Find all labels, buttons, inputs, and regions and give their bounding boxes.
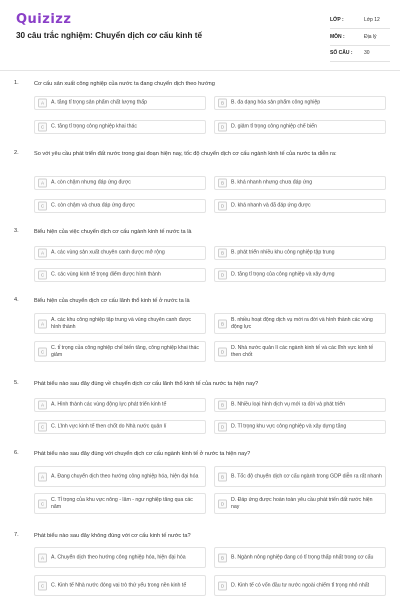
option-text: D. Tỉ trọng khu vực công nghiệp và xây dựng tăng — [231, 423, 347, 430]
option-letter: C — [38, 423, 47, 432]
question-number: 6. — [14, 450, 19, 456]
question-text: Cơ cấu sản xuất công nghiệp của nước ta đang chuyển dịch theo hướng — [34, 81, 215, 87]
option-letter: B — [218, 99, 227, 108]
answer-option-a[interactable] — [34, 246, 206, 260]
question-number: 5. — [14, 380, 19, 386]
option-letter: C — [38, 499, 47, 508]
header-divider — [0, 70, 400, 71]
answer-option-c[interactable] — [34, 341, 206, 362]
option-letter: B — [218, 179, 227, 188]
option-letter: A — [38, 401, 47, 410]
meta-value: Lớp 12 — [364, 17, 380, 23]
option-letter: D — [218, 271, 227, 280]
question-text: Phát biểu nào sau đây không đúng với cơ cấu kinh tế nước ta? — [34, 533, 191, 539]
answer-option-b[interactable] — [214, 547, 386, 568]
option-text: D. tăng tỉ trọng của công nghiệp và xây dựng — [231, 271, 335, 278]
question-text: So với yêu cầu phát triển đất nước trong giai đoạn hiện nay, tốc độ chuyển dịch cơ cấu ngành kinh tế của nước ta diễn ra: — [34, 151, 337, 157]
option-letter: D — [218, 347, 227, 356]
option-text: C. tăng tỉ trọng công nghiệp khai thác — [51, 123, 137, 130]
option-text: B. phát triển nhiều khu công nghiệp tập trung — [231, 249, 335, 256]
option-letter: D — [218, 202, 227, 211]
option-letter: A — [38, 472, 47, 481]
answer-option-a[interactable] — [34, 398, 206, 412]
question-number: 4. — [14, 297, 19, 303]
option-text: B. đa dạng hóa sản phẩm công nghiệp — [231, 99, 321, 106]
option-text: A. tăng tỉ trọng sản phẩm chất lượng thấp — [51, 99, 147, 106]
answer-option-a[interactable] — [34, 176, 206, 190]
answer-option-c[interactable] — [34, 120, 206, 134]
option-text: A. còn chậm nhưng đáp ứng được — [51, 179, 131, 186]
answer-option-b[interactable] — [214, 398, 386, 412]
option-letter: C — [38, 202, 47, 211]
meta-value: Địa lý — [364, 33, 377, 40]
option-letter: A — [38, 99, 47, 108]
worksheet-header — [0, 0, 400, 70]
option-text: B. Tốc độ chuyển dịch cơ cấu ngành trong GDP diễn ra rất nhanh — [231, 473, 382, 479]
question-text: Phát biểu nào sau đây đúng với chuyển dịch cơ cấu ngành kinh tế ở nước ta hiện nay? — [34, 451, 251, 457]
option-text: D. khá nhanh và đã đáp ứng được — [231, 202, 311, 209]
answer-option-d[interactable] — [214, 420, 386, 434]
answer-option-b[interactable] — [214, 96, 386, 110]
option-letter: C — [38, 123, 47, 132]
question-text: Biểu hiện của chuyển dịch cơ cấu lãnh thổ kinh tế ở nước ta là — [34, 298, 190, 304]
meta-row-class — [330, 14, 390, 29]
option-text: A. Đang chuyển dịch theo hướng công nghiệp hóa, hiện đại hóa — [51, 473, 199, 479]
answer-option-d[interactable] — [214, 268, 386, 282]
meta-label: SỐ CÂU : — [330, 50, 353, 56]
option-letter: C — [38, 271, 47, 280]
option-text: A. các vùng sản xuất chuyên canh được mở rộng — [51, 249, 165, 256]
option-letter: B — [218, 472, 227, 481]
answer-option-d[interactable] — [214, 493, 386, 514]
answer-option-c[interactable] — [34, 493, 206, 514]
option-text: B. khá nhanh nhưng chưa đáp ứng — [231, 179, 313, 186]
answer-option-c[interactable] — [34, 420, 206, 434]
answer-option-d[interactable] — [214, 120, 386, 134]
option-text: C. Tỉ trọng của khu vực nông - lâm - ngư nghiệp tăng qua các năm — [51, 496, 193, 510]
answer-option-a[interactable] — [34, 547, 206, 568]
worksheet-title: 30 câu trắc nghiệm: Chuyển dịch cơ cấu kinh tế — [16, 31, 202, 40]
option-letter: D — [218, 499, 227, 508]
option-text: C. Kinh tế Nhà nước đóng vai trò thứ yếu trong nền kinh tế — [51, 582, 187, 588]
answer-option-c[interactable] — [34, 575, 206, 596]
answer-option-b[interactable] — [214, 313, 386, 334]
option-text: D. Nhà nước quản lí các ngành kinh tế và các lĩnh vực kinh tế then chốt — [231, 344, 374, 358]
answer-option-d[interactable] — [214, 575, 386, 596]
answer-option-a[interactable] — [34, 96, 206, 110]
quizizz-logo: Quizizz — [16, 12, 72, 27]
option-letter: B — [218, 401, 227, 410]
answer-option-a[interactable] — [34, 466, 206, 487]
meta-label: LỚP : — [330, 17, 344, 23]
meta-label: MÔN : — [330, 33, 345, 40]
question-number: 1. — [14, 80, 19, 86]
answer-option-b[interactable] — [214, 176, 386, 190]
option-text: D. giảm tỉ trọng công nghiệp chế biến — [231, 123, 317, 130]
option-letter: C — [38, 581, 47, 590]
answer-option-a[interactable] — [34, 313, 206, 334]
option-text: D. Kinh tế có vốn đầu tư nước ngoài chiếm tỉ trọng nhỏ nhất — [231, 582, 370, 588]
option-letter: A — [38, 179, 47, 188]
option-text: A. các khu công nghiệp tập trung và vùng chuyên canh được hình thành — [51, 316, 192, 330]
option-letter: B — [218, 319, 227, 328]
option-text: C. Lĩnh vực kinh tế then chốt do Nhà nước quản lí — [51, 423, 167, 430]
option-text: B. Nhiều loại hình dịch vụ mới ra đời và phát triển — [231, 401, 346, 408]
meta-value: 30 — [364, 50, 370, 56]
option-text: B. Ngành nông nghiệp đang có tỉ trọng thấp nhất trong cơ cấu — [231, 554, 374, 560]
question-number: 7. — [14, 532, 19, 538]
question-number: 2. — [14, 150, 19, 156]
meta-row-count — [330, 47, 390, 62]
worksheet-meta — [330, 14, 390, 64]
option-text: C. các vùng kinh tế trọng điểm được hình thành — [51, 271, 161, 278]
option-letter: C — [38, 347, 47, 356]
answer-option-d[interactable] — [214, 199, 386, 213]
option-letter: D — [218, 123, 227, 132]
option-text: D. Đáp ứng được hoàn toàn yêu cầu phát triển đất nước hiện nay — [231, 496, 373, 510]
question-number: 3. — [14, 228, 19, 234]
question-text: Phát biểu nào sau đây đúng về chuyển dịch cơ cấu lãnh thổ kinh tế của nước ta hiện nay? — [34, 381, 259, 387]
option-letter: D — [218, 581, 227, 590]
option-letter: B — [218, 249, 227, 258]
meta-row-subject — [330, 31, 390, 46]
question-text: Biểu hiện của việc chuyển dịch cơ cấu ngành kinh tế nước ta là — [34, 229, 192, 235]
answer-option-d[interactable] — [214, 341, 386, 362]
option-letter: B — [218, 553, 227, 562]
option-letter: A — [38, 249, 47, 258]
option-text: C. tỉ trọng của công nghiệp chế biến tăng, công nghiệp khai thác giảm — [51, 344, 199, 358]
answer-option-c[interactable] — [34, 199, 206, 213]
option-text: B. nhiều hoạt động dịch vụ mới ra đời và hình thành các vùng động lực — [231, 316, 373, 330]
option-text: A. Chuyển dịch theo hướng công nghiệp hóa, hiện đại hóa — [51, 554, 186, 560]
answer-option-b[interactable] — [214, 466, 386, 487]
answer-option-c[interactable] — [34, 268, 206, 282]
option-letter: D — [218, 423, 227, 432]
option-letter: A — [38, 319, 47, 328]
option-text: C. còn chậm và chưa đáp ứng được — [51, 202, 135, 209]
option-text: A. Hình thành các vùng động lực phát triển kinh tế — [51, 401, 167, 408]
option-letter: A — [38, 553, 47, 562]
answer-option-b[interactable] — [214, 246, 386, 260]
